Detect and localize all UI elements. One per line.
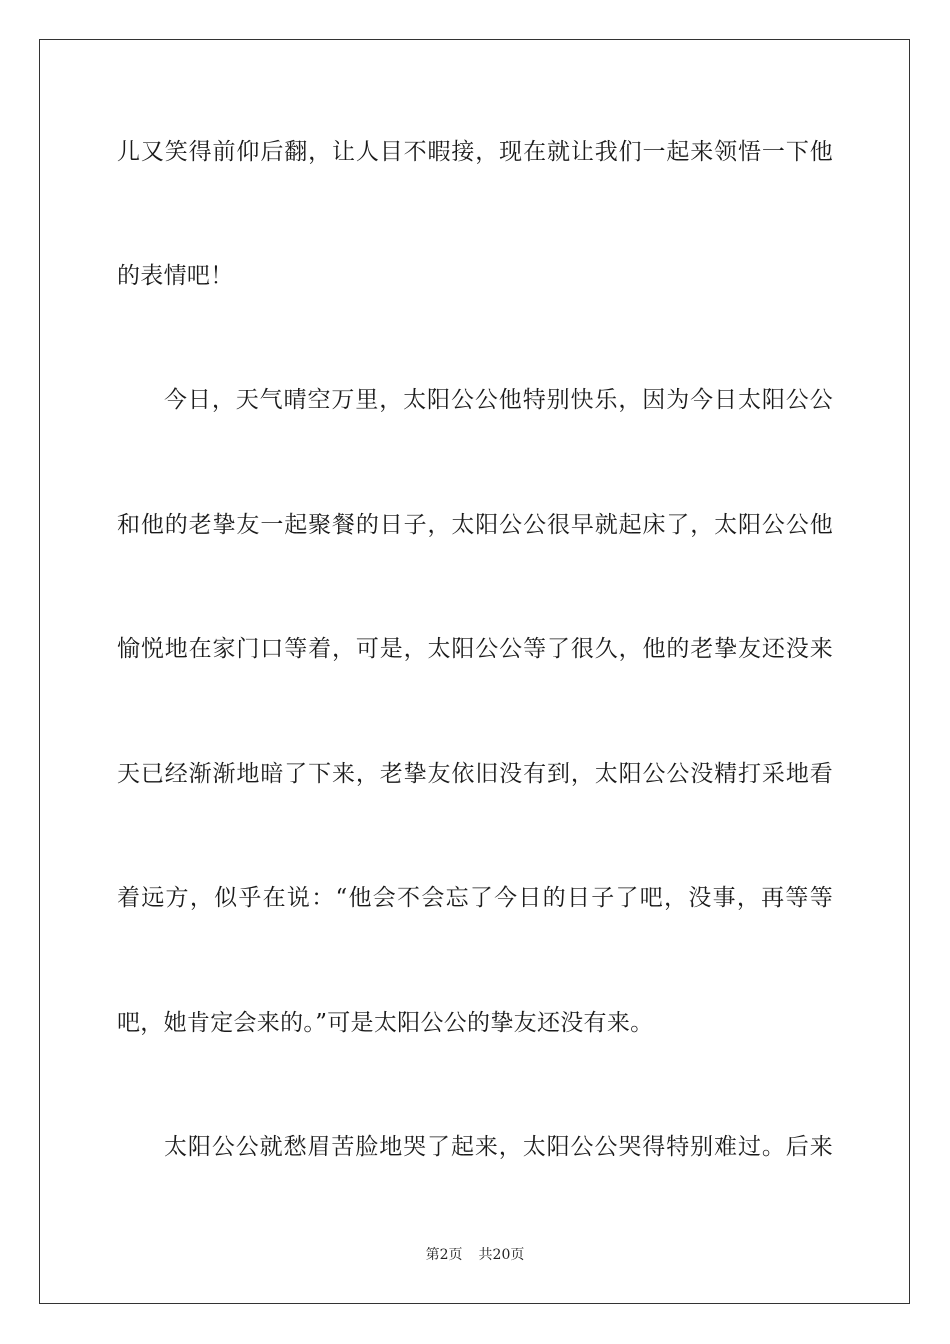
paragraph-line: 吧，她肯定会来的。”可是太阳公公的挚友还没有来。 bbox=[117, 1010, 654, 1036]
paragraph-line: 太阳公公就愁眉苦脸地哭了起来，太阳公公哭得特别难过。后来 bbox=[164, 1134, 833, 1160]
page-total: 共20页 bbox=[478, 1247, 525, 1263]
paragraph-line: 着远方，似乎在说：“他会不会忘了今日的日子了吧，没事，再等等 bbox=[117, 885, 833, 911]
paragraph-line: 和他的老挚友一起聚餐的日子，太阳公公很早就起床了，太阳公公他 bbox=[117, 512, 833, 538]
paragraph-line: 天已经渐渐地暗了下来，老挚友依旧没有到，太阳公公没精打采地看 bbox=[117, 761, 833, 787]
paragraph-line: 的表情吧！ bbox=[117, 263, 234, 289]
paragraph-line: 儿又笑得前仰后翻，让人目不暇接，现在就让我们一起来领悟一下他 bbox=[117, 139, 833, 165]
paragraph-line: 今日，天气晴空万里，太阳公公他特别快乐，因为今日太阳公公 bbox=[164, 387, 833, 413]
paragraph-line: 愉悦地在家门口等着，可是，太阳公公等了很久，他的老挚友还没来 bbox=[117, 636, 833, 662]
page-border bbox=[39, 39, 910, 1304]
page-footer bbox=[0, 1246, 950, 1264]
page-number: 第2页 bbox=[425, 1247, 463, 1263]
